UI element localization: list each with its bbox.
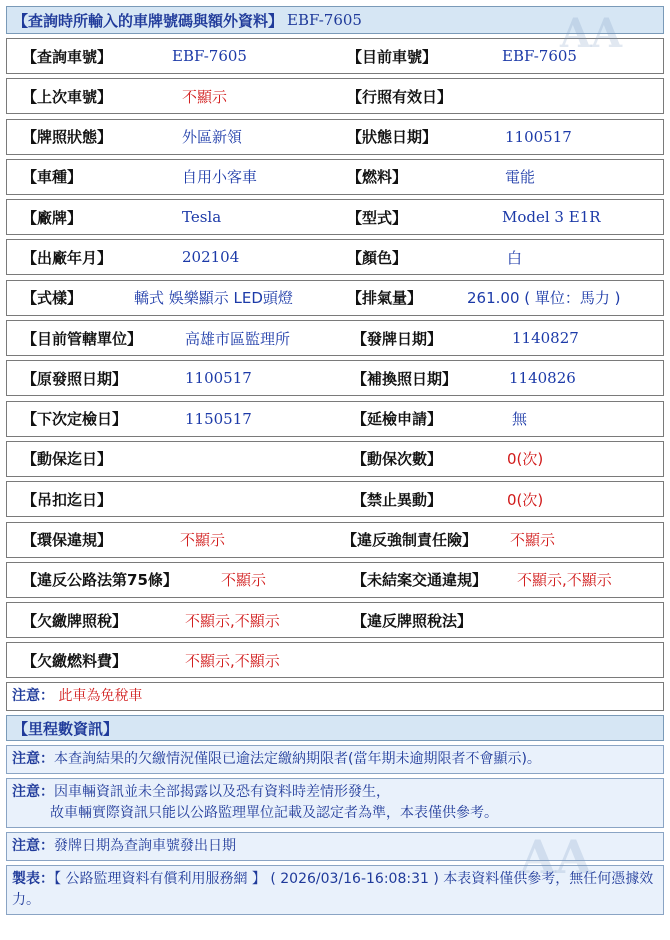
- info-row: [6, 401, 664, 437]
- info-row: [6, 481, 664, 517]
- note-overdue-key: 注意：: [12, 751, 54, 768]
- field-value: Tesla: [182, 208, 222, 227]
- field-value: 電能: [505, 168, 536, 187]
- field-label: 【補換照日期】: [352, 369, 458, 388]
- note-issue-date-key: 注意：: [12, 838, 54, 855]
- footer-key: 製表：: [12, 871, 54, 888]
- field-value: 不顯示,不顯示: [185, 651, 280, 670]
- field-value: 高雄市區監理所: [185, 329, 291, 348]
- mileage-section-title: [6, 715, 664, 741]
- info-row: [6, 119, 664, 155]
- query-header-plate: EBF-7605: [287, 11, 362, 29]
- field-value: 1140826: [509, 369, 576, 388]
- field-label: 【原發照日期】: [22, 369, 128, 388]
- field-label: 【動保次數】: [352, 450, 443, 469]
- field-value: 不顯示,不顯示: [517, 571, 612, 590]
- field-label: 【上次車號】: [22, 87, 113, 106]
- info-row: [6, 280, 664, 316]
- field-label: 【型式】: [347, 208, 408, 227]
- watermark-logo-bottom: AA: [520, 830, 592, 884]
- field-label: 【欠繳燃料費】: [22, 651, 128, 670]
- info-row: [6, 199, 664, 235]
- tax-note: [6, 682, 664, 711]
- field-label: 【違反強制責任險】: [342, 531, 478, 550]
- field-value: 不顯示: [180, 531, 226, 550]
- field-value: 外區新領: [182, 128, 243, 147]
- info-row: [6, 78, 664, 114]
- field-label: 【禁止異動】: [352, 490, 443, 509]
- field-label: 【吊扣迄日】: [22, 490, 113, 509]
- field-label: 【狀態日期】: [347, 128, 438, 147]
- field-value: Model 3 E1R: [502, 208, 601, 227]
- field-value: EBF-7605: [502, 47, 577, 65]
- field-label: 【車種】: [22, 168, 83, 187]
- info-row: [6, 320, 664, 356]
- field-label: 【廠牌】: [22, 208, 83, 227]
- query-header: [6, 6, 664, 34]
- field-label: 【環保違規】: [22, 531, 113, 550]
- info-row: [6, 38, 664, 74]
- field-label: 【式樣】: [22, 289, 83, 308]
- info-row: [6, 239, 664, 275]
- note-overdue: [6, 745, 664, 774]
- note-disclaimer-line1: 因車輛資訊並未全部揭露以及恐有資料時差情形發生，: [54, 784, 390, 801]
- note-issue-date: [6, 832, 664, 861]
- field-label: 【行照有效日】: [347, 87, 453, 106]
- query-header-title: 【查詢時所輸入的車牌號碼與額外資料】: [13, 11, 284, 30]
- info-row: [6, 602, 664, 638]
- field-value: 1150517: [185, 409, 252, 428]
- info-row: [6, 642, 664, 678]
- field-value: 0(次): [507, 450, 544, 469]
- field-value: 不顯示: [510, 531, 556, 550]
- field-value: 1100517: [505, 127, 572, 146]
- field-value: 不顯示: [221, 571, 267, 590]
- field-value: 261.00 ( 單位：馬力 ): [467, 289, 621, 308]
- field-value: 1140827: [512, 329, 579, 348]
- field-label: 【目前車號】: [347, 47, 438, 66]
- note-disclaimer-key: 注意：: [12, 784, 54, 801]
- footer-note: [6, 865, 664, 915]
- info-row: [6, 562, 664, 598]
- field-label: 【目前管轄單位】: [22, 329, 143, 348]
- field-label: 【下次定檢日】: [22, 410, 128, 429]
- info-row: [6, 522, 664, 558]
- field-value: 無: [512, 410, 528, 429]
- info-row: [6, 159, 664, 195]
- field-value: 轎式 娛樂顯示 LED頭燈: [134, 289, 293, 308]
- field-value: 1100517: [185, 369, 252, 388]
- tax-note-text: 此車為免稅車: [58, 688, 143, 705]
- note-overdue-text: 本查詢結果的欠繳情況僅限已逾法定繳納期限者(當年期未逾期限者不會顯示)。: [54, 751, 541, 768]
- field-label: 【欠繳牌照稅】: [22, 611, 128, 630]
- note-issue-date-text: 發牌日期為查詢車號發出日期: [54, 838, 236, 855]
- field-label: 【牌照狀態】: [22, 128, 113, 147]
- field-value: 不顯示,不顯示: [185, 611, 280, 630]
- field-label: 【燃料】: [347, 168, 408, 187]
- field-label: 【查詢車號】: [22, 47, 113, 66]
- mileage-title: 【里程數資訊】: [13, 719, 119, 738]
- field-label: 【出廠年月】: [22, 248, 113, 267]
- info-row: [6, 441, 664, 477]
- vehicle-info-table: [6, 38, 664, 678]
- field-label: 【發牌日期】: [352, 329, 443, 348]
- watermark-logo: AA: [560, 10, 623, 57]
- field-value: EBF-7605: [172, 47, 247, 65]
- footer-text: 【 公路監理資料有償利用服務網 】 ( 2026/03/16-16:08:31 ) 本表資料僅供參考，無任何憑據效力。: [12, 871, 654, 909]
- field-value: 202104: [182, 248, 240, 267]
- field-label: 【排氣量】: [347, 289, 423, 308]
- field-value: 0(次): [507, 490, 544, 509]
- field-label: 【違反公路法第75條】: [22, 571, 178, 590]
- field-label: 【未結案交通違規】: [352, 571, 488, 590]
- field-label: 【延檢申請】: [352, 410, 443, 429]
- field-value: 自用小客車: [182, 168, 258, 187]
- info-row: [6, 360, 664, 396]
- field-label: 【顏色】: [347, 248, 408, 267]
- field-value: 不顯示: [182, 87, 228, 106]
- note-disclaimer: [6, 778, 664, 828]
- tax-note-key: 注意：: [12, 688, 54, 705]
- field-label: 【違反牌照稅法】: [352, 611, 473, 630]
- note-disclaimer-line2: 故車輛實際資訊只能以公路監理單位記載及認定者為準，本表僅供參考。: [50, 805, 498, 822]
- field-value: 白: [507, 248, 523, 267]
- field-label: 【動保迄日】: [22, 450, 113, 469]
- report: [6, 6, 664, 915]
